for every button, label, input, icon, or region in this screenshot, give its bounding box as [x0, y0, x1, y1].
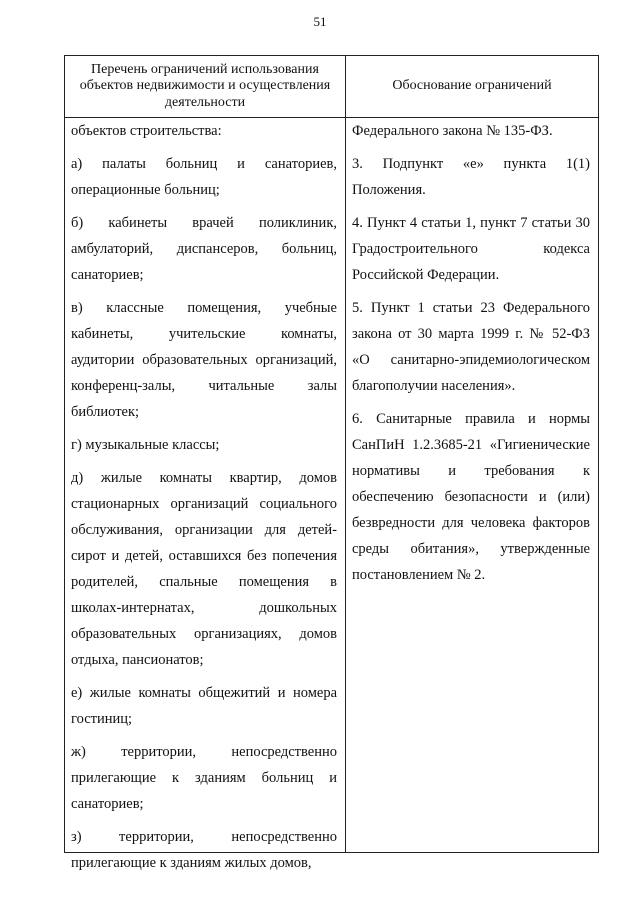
restriction-item: а) палаты больниц и санаториев, операционные больниц;	[71, 156, 337, 198]
restriction-item: з) территории, непосредственно прилегающие к зданиям жилых домов,	[71, 829, 337, 871]
restriction-item: в) классные помещения, учебные кабинеты, учительские комнаты, аудитории образовательных организаций, конференц-залы, читальные залы библиотек;	[71, 300, 337, 420]
restriction-item: б) кабинеты врачей поликлиник, амбулаторий, диспансеров, больниц, санаториев;	[71, 215, 337, 283]
restriction-item: е) жилые комнаты общежитий и номера гостиниц;	[71, 685, 337, 727]
restrictions-table	[64, 55, 599, 871]
restriction-item: объектов строительства:	[71, 123, 222, 139]
restriction-item: г) музыкальные классы;	[71, 437, 220, 453]
column-divider	[345, 56, 346, 852]
justification-item: 3. Подпункт «е» пункта 1(1) Положения.	[352, 156, 590, 198]
justification-column	[352, 118, 590, 595]
restriction-item: ж) территории, непосредственно прилегающие к зданиям больниц и санаториев;	[71, 744, 337, 812]
justification-item: 4. Пункт 4 статьи 1, пункт 7 статьи 30 Градостроительного кодекса Российской Федерации.	[352, 215, 590, 283]
justification-item: 6. Санитарные правила и нормы СанПиН 1.2.3685-21 «Гигиенические нормативы и требования к обеспечению безопасности и (или) безвредности для человека факторов среды обитания», утвержденные постановлением № 2.	[352, 411, 590, 583]
header-justification: Обоснование ограничений	[392, 78, 552, 94]
justification-item: Федерального закона № 135-ФЗ.	[352, 123, 553, 139]
page-number: 51	[313, 14, 327, 29]
justification-item: 5. Пункт 1 статьи 23 Федерального закона от 30 марта 1999 г. № 52-ФЗ «О санитарно-эпидемиологическом благополучии населения».	[352, 300, 590, 394]
header-restrictions-list: Перечень ограничений использования объектов недвижимости и осуществления деятельности	[79, 61, 331, 110]
restriction-item: д) жилые комнаты квартир, домов стационарных организаций социального обслуживания, организации для детей-сирот и детей, оставшихся без попечения родителей, спальные помещения в школах-интернатах, дошкольных образовательных организациях, домов отдыха, пансионатов;	[71, 470, 337, 668]
restrictions-column	[71, 118, 337, 883]
